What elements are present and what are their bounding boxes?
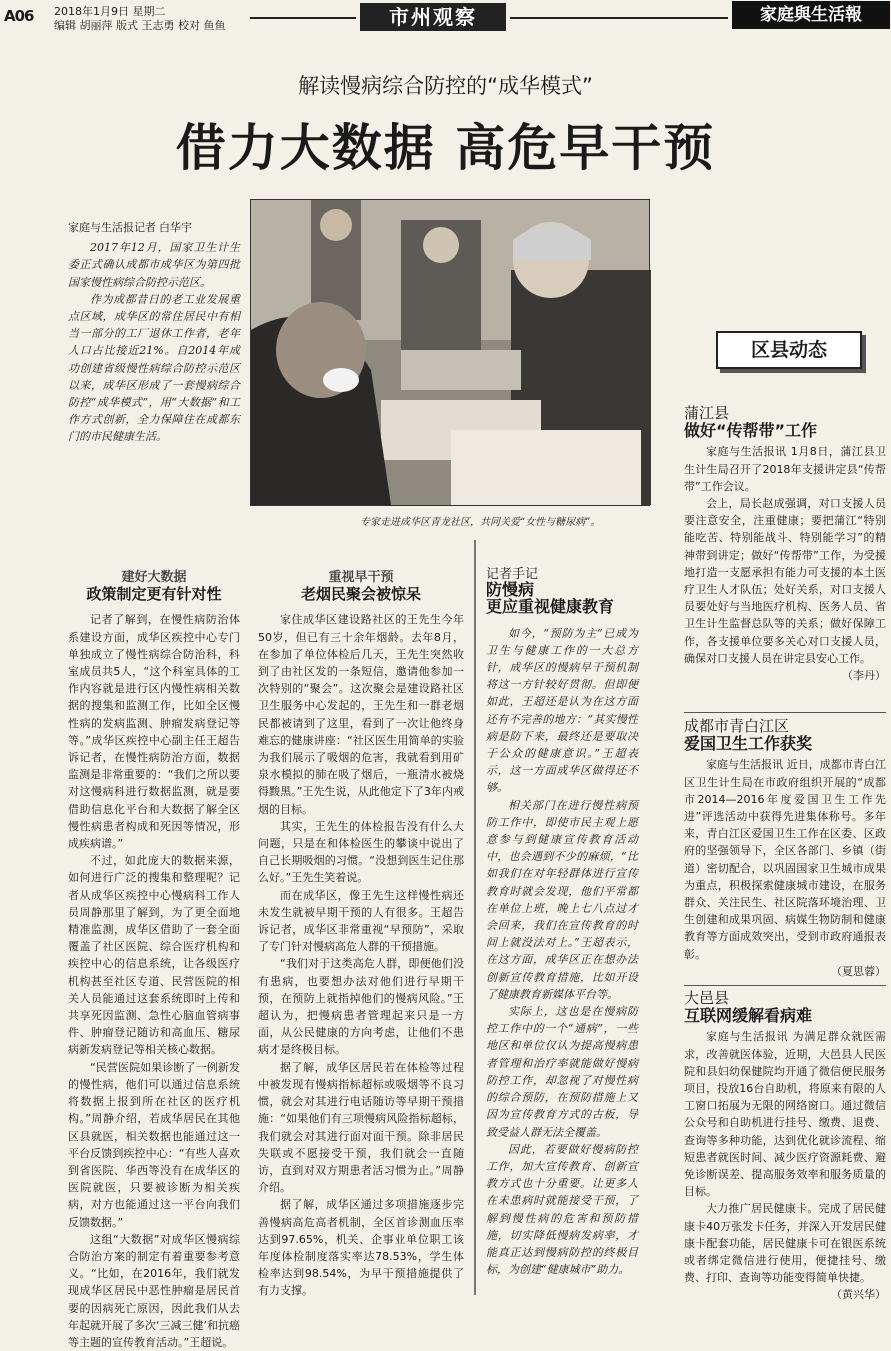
section-title: 市州观察 bbox=[360, 3, 506, 31]
district-location: 蒲江县 bbox=[684, 404, 730, 422]
issue-date: 2018年1月9日 星期二 bbox=[54, 5, 166, 18]
reporter-notes bbox=[486, 565, 638, 1295]
section-paragraph: 其实，王先生的体检报告没有什么大问题，只是在和体检医生的攀谈中说出了自己长期吸烟的习惯。“没想到医生记住那么好。”王先生笑着说。 bbox=[258, 819, 464, 885]
district-title: 做好“传帮带”工作 bbox=[684, 421, 818, 441]
notes-paragraph: 因此，若要做好慢病防控工作，加大宣传教育、创新宣教方式也十分重要。让更多人在未患病时就能接受干预，了解到慢性病的危害和预防措施，切实降低慢病发病率，才能真正达到慢病防控的终极目标，为创建“健康城市”助力。 bbox=[486, 1142, 638, 1277]
district-separator bbox=[684, 985, 886, 986]
district-paragraph: 家庭与生活报讯 为满足群众就医需求，改善就医体验，近期，大邑县人民医院和县妇幼保健院均开通了微信便民服务项目，投放16台自助机，将原来有限的人工窗口拓展为无限的网络窗口。通过微信公众号和自助机进行挂号、缴费、退费、查询等多种功能，达到优化就诊流程、缩短患者就医时间、减少医疗资源耗费、避免诊断误差、提高服务效率和服务质量的目标。 bbox=[684, 1030, 886, 1199]
intro-column bbox=[68, 220, 240, 520]
section-paragraph: 据了解，成华区通过多项措施逐步完善慢病高危高者机制，全区首诊测血压率达到97.65%，机关、企事业单位职工该年度体检制度落实率达78.53%，学生体检率达到98.54%，为早干预措施提供了有力支撑。 bbox=[258, 1198, 464, 1298]
header-rule-right bbox=[510, 17, 728, 19]
section-kicker: 重视早干预 bbox=[328, 570, 394, 585]
intro-paragraph: 作为成都昔日的老工业发展重点区域，成华区的常住居民中有相当一部分的工厂退休工作者，老年人口占比接近21%。自2014年成功创建省级慢性病综合防控示范区以来，成华区形成了一套慢病综合防控“成华模式”，用“大数据”和工作方式创新，全力保障住在成都东门的市民健康生活。 bbox=[68, 292, 240, 444]
section-paragraph: 家住成华区建设路社区的王先生今年50岁，但已有三十余年烟龄。去年8月，在参加了单位体检后几天，王先生突然收到了由社区发的一条短信，邀请他参加一次特别的“聚会”。这次聚会是建设路社区卫生服务中心发起的，王先生和一群老烟民都被请到了这里，看到了一次让他终身难忘的健康讲座：“社区医生用简单的实验为我们展示了吸烟的危害，我就看到用矿泉水模拟的肺在吸了烟后，一瓶清水被烧得黢黑。”王先生说，从此他定下了3年内戒烟的目标。 bbox=[258, 613, 464, 816]
district-signoff: （夏思蓉） bbox=[831, 964, 886, 978]
district-paragraph: 家庭与生活报讯 1月8日，蒲江县卫生计生局召开了2018年支援讲定县“传帮带”工作会议。 bbox=[684, 445, 886, 493]
district-paragraph: 大力推广居民健康卡。完成了居民健康卡40万张发卡任务，并深入开发居民健康卡配套功能，居民健康卡可在银医系统或者绑定微信进行使用，便捷挂号、缴费、打印、查询等功能变得简单快捷。 bbox=[684, 1202, 886, 1285]
photo-caption: 专家走进成华区青龙社区，共同关爱“女性与糖尿病”。 bbox=[360, 517, 601, 528]
notes-paragraph: 实际上，这也是在慢病防控工作中的一个“通病”，一些地区和单位仅认为提高慢病患者管理和治疗率就能做好慢病防控工作，却忽视了对慢性病的综合预防，在预防措施上又因为宣传教育方式的古板，导致受益人群无法全覆盖。 bbox=[486, 1005, 638, 1139]
section-title-smokers: 老烟民聚会被惊呆 bbox=[300, 585, 421, 604]
masthead-logo: 家庭與生活報 bbox=[732, 1, 890, 29]
intro-paragraph: 2017年12月，国家卫生计生委正式确认成都市成华区为第四批国家慢性病综合防控示范区。 bbox=[68, 241, 240, 289]
district-signoff: （黄兴华） bbox=[831, 1288, 886, 1302]
district-paragraph: 会上，局长赵成强调，对口支援人员要注意安全，注重健康；要把蒲江“特别能吃苦、特别能战斗、特别能学习”的精神带到讲定；做好“传帮带”工作，为受援地打造一支愿承担有能力可支援的本土医疗卫生人才队伍；处好关系，对口支援人员要处好与当地医疗机构、医务人员、省卫生计生监督总队等的关系；做好保障工作，各支援单位要多关心对口支援人员，确保对口支援人员在讲定县安心工作。 bbox=[684, 497, 886, 665]
editor-credits: 编辑 胡丽萍 版式 王志勇 校对 鱼鱼 bbox=[54, 19, 226, 32]
district-location: 大邑县 bbox=[684, 989, 730, 1007]
news-photo bbox=[250, 199, 650, 506]
district-title: 爱国卫生工作获奖 bbox=[684, 734, 813, 754]
article-section-data bbox=[68, 569, 240, 1349]
notes-title-line2: 更应重视健康教育 bbox=[486, 599, 615, 617]
section-paragraph: “我们对于这类高危人群，即便他们没有患病，也要想办法对他们进行早期干预，在预防上就指掉他们的慢病风险。”王超认为，把慢病患者管理起来只是一方面，从公民健康的方向考虑，让他们不患病才是终极目标。 bbox=[258, 957, 464, 1057]
district-paragraph: 家庭与生活报讯 近日，成都市青白江区卫生计生局在市政府组织开展的“成都市2014—2016年度爱国卫生工作先进”评选活动中获得先进集体称号。多年来，青白江区爱国卫生工作在区委、区政府的坚强领导下，全区各部门、乡镇（街道）密切配合，以巩固国家卫生城市成果为重点，积极探索健康城市建设，在服务群众、关注民生、社区院落环境治理、卫生创建和成果巩固、病媒生物防制和健康教育等方面成效突出，受到市政府通报表彰。 bbox=[684, 758, 886, 961]
page-number: A06 bbox=[4, 7, 34, 25]
section-paragraph: 不过，如此庞大的数据来源，如何进行广泛的搜集和整理呢？记者从成华区疾控中心慢病科工作人员周静那里了解到，为了更全面地精准监测，成华区借助了一套全面覆盖了社区医院、综合医疗机构和疾控中心的信息系统，让各级医疗机构甚至社区专道、民营医院的相关人员能通过这套系统即时上传和共享死因监测、急性心脑血管病事件、肿瘤登记随访和高血压、糖尿病新发病登记等相关核心数据。 bbox=[68, 854, 240, 1057]
section-paragraph: 这组“大数据”对成华区慢病综合防治方案的制定有着重要参考意义。“比如，在2016年，我们就发现成华区居民中恶性肿瘤是居民首要的因病死亡原因，因此我们从去年起就开展了多次‘三减三健’和抗癌等主题的宣传教育活动。”王超说。 bbox=[68, 1232, 240, 1349]
district-item-qingbaijiang bbox=[684, 718, 886, 980]
district-item-pujiang bbox=[684, 405, 886, 705]
header-rule-left bbox=[250, 17, 356, 19]
district-item-dayi bbox=[684, 989, 886, 1302]
section-paragraph: 据了解，成华区居民若在体检等过程中被发现有慢病指标超标或吸烟等不良习惯，就会对其进行电话随访等早期干预措施：“如果他们有三项慢病风险指标超标，我们就会对其进行面对面干预。除非居民失联或不愿接受干预，我们就会一直随访，直到对双方期患者活习惯为止。”周静介绍。 bbox=[258, 1060, 464, 1195]
section-paragraph: “民营医院如果诊断了一例新发的慢性病，他们可以通过信息系统将数据上报到所在社区的医疗机构。”周静介绍，若成华居民在其他区县就医，相关数据也能通过这一平台反馈到疾控中心：“有些人喜欢到省医院、华西等没有在成华区的医院就医，只要被诊断为相关疾病，对方也能通过这一平台向我们反馈数据。” bbox=[68, 1060, 240, 1229]
district-location: 成都市青白江区 bbox=[684, 717, 790, 735]
notes-paragraph: 相关部门在进行慢性病预防工作中，即使市民主观上愿意参与到健康宣传教育活动中，也会遇到不少的麻烦，“比如我们在对年轻群体进行宣传教育时就会发现，他们平常都在单位上班，晚上七八点过才会回来，我们在宣传教育的时间上就没法对上。”王超表示，在这方面，成华区正在想办法创新宣传教育措施，比如开设了健康教育新媒体平台等。 bbox=[486, 798, 638, 1001]
district-signoff: （李丹） bbox=[842, 669, 886, 683]
section-paragraph: 记者了解到，在慢性病防治体系建设方面，成华区疾控中心专门单独成立了慢性病综合防治科，科室成员共5人，“这个科室具体的工作内容就是进行区内慢性病相关数据的搜集和监测工作，比如全区慢性病的发病监测、肿瘤发病登记等等。”成华区疾控中心副主任王超告诉记者，在慢性病防治方面，数据监测是非常重要的：“我们之所以要对这慢病科进行数据监测，就是要借助信息化平台和大数据了解全区慢性病患者构成和死因等情况，形成疾病谱。” bbox=[68, 613, 240, 851]
headline-kicker: 解读慢病综合防控的“成华模式” bbox=[298, 74, 593, 98]
notes-paragraph: 如今，“预防为主”已成为卫生与健康工作的一大总方针，成华区的慢病早干预机制将这一方针较好贯彻。但即便如此，王超还是认为在这方面还有不完善的地方：“其实慢性病是防下来，最终还是要取决于公众的健康意识。”王超表示，这一方面成华区做得还不够。 bbox=[486, 626, 638, 795]
byline: 家庭与生活报记者 白华宇 bbox=[68, 222, 193, 234]
article-section-intervention bbox=[258, 569, 464, 1298]
notes-title-line1: 防慢病 bbox=[486, 582, 535, 600]
section-paragraph: 而在成华区，像王先生这样慢性病还未发生就被早期干预的人有很多。王超告诉记者，成华区非常重视“早预防”，采取了专门针对慢病高危人群的干预措施。 bbox=[258, 888, 464, 954]
main-headline: 借力大数据 高危早干预 bbox=[175, 118, 716, 177]
district-separator bbox=[684, 712, 886, 713]
section-kicker: 建好大数据 bbox=[121, 570, 187, 585]
district-title: 互联网缓解看病难 bbox=[684, 1006, 813, 1026]
column-divider bbox=[474, 540, 476, 1295]
health-check-photo bbox=[251, 200, 649, 505]
district-news-label: 区县动态 bbox=[716, 331, 862, 369]
notes-kicker: 记者手记 bbox=[486, 566, 539, 581]
section-title-data: 政策制定更有针对性 bbox=[86, 585, 222, 604]
